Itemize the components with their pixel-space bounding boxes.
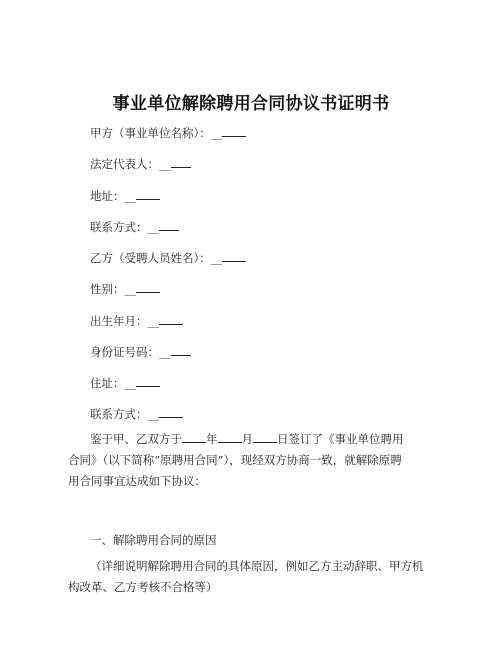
field-prefix: __: [159, 157, 171, 171]
field-label: 出生年月：: [90, 314, 148, 328]
field-label: 乙方（受聘人员姓名）：: [90, 251, 211, 265]
intro-paragraph: [68, 429, 438, 492]
field-contact-a: [90, 220, 179, 234]
field-label: 联系方式：: [90, 407, 148, 421]
blank-underline: [253, 432, 277, 443]
field-id-number: [90, 345, 191, 359]
section-paragraph: [68, 556, 438, 598]
field-prefix: __: [147, 220, 159, 234]
intro-line-1: [68, 429, 438, 450]
field-prefix: __: [147, 314, 159, 328]
field-birth-date: [90, 314, 183, 328]
field-gender: [90, 282, 160, 296]
field-label: 地址：: [90, 189, 125, 203]
intro-text: 日签订了《事业单位聘用: [277, 432, 404, 446]
field-residence: [90, 376, 160, 390]
field-address-a: [90, 189, 160, 203]
field-label: 法定代表人：: [90, 157, 159, 171]
field-prefix: __: [159, 345, 171, 359]
blank-underline: [222, 251, 246, 262]
intro-month-label: 月: [241, 432, 253, 446]
section-line-1: （详细说明解除聘用合同的具体原因，例如乙方主动辞职、甲方机: [90, 559, 424, 573]
field-legal-representative: [90, 157, 191, 171]
blank-underline: [136, 376, 160, 387]
field-label: 身份证号码：: [90, 345, 159, 359]
field-label: 甲方（事业单位名称）：: [90, 126, 211, 140]
intro-line-2: 合同》（以下简称“原聘用合同”），现经双方协商一致，就解除原聘: [68, 453, 402, 467]
field-contact-b: [90, 407, 183, 421]
field-prefix: __: [124, 282, 136, 296]
field-label: 住址：: [90, 376, 125, 390]
blank-underline: [182, 432, 206, 443]
field-prefix: __: [210, 126, 223, 140]
blank-underline: [159, 407, 183, 418]
intro-line-3: 用合同事宜达成如下协议：: [68, 474, 206, 488]
blank-underline: [159, 314, 183, 325]
document-title: 事业单位解除聘用合同协议书证明书: [112, 94, 390, 114]
blank-underline: [136, 282, 160, 293]
section-line-2: 构改革、乙方考核不合格等）: [68, 580, 218, 594]
blank-underline: [159, 220, 179, 231]
field-prefix: __: [124, 189, 136, 203]
intro-text: 鉴于甲、乙双方于: [90, 432, 182, 446]
field-party-a-name: [90, 126, 246, 140]
field-label: 性别：: [90, 282, 125, 296]
field-party-b-name: [90, 251, 246, 265]
blank-underline: [171, 345, 191, 356]
field-prefix: __: [210, 251, 223, 265]
intro-year-label: 年: [206, 432, 218, 446]
field-prefix: __: [124, 376, 136, 390]
field-label: 联系方式：: [90, 220, 148, 234]
blank-underline: [136, 189, 160, 200]
blank-underline: [218, 432, 242, 443]
blank-underline: [171, 157, 191, 168]
blank-underline: [222, 126, 246, 137]
field-prefix: __: [147, 407, 159, 421]
section-heading: 一、解除聘用合同的原因: [90, 533, 217, 547]
